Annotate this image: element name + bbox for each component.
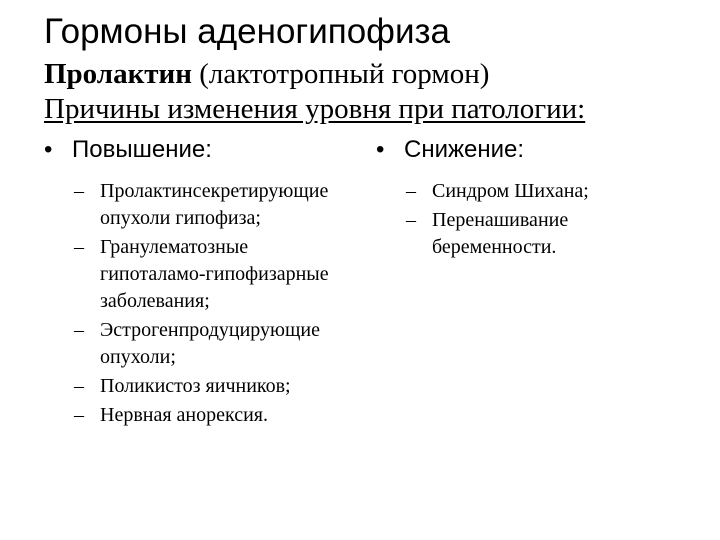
hormone-alias: (лактотропный гормон) — [199, 58, 490, 90]
slide-title: Гормоны аденогипофиза — [44, 12, 451, 51]
bullet-icon: • — [376, 136, 385, 163]
hormone-heading — [44, 54, 489, 94]
list-item-text: Поликистоз яичников; — [100, 375, 291, 397]
decrease-heading-row — [376, 130, 696, 170]
dash-icon: – — [74, 404, 84, 426]
list-item — [44, 373, 344, 400]
increase-column — [44, 130, 364, 431]
increase-heading-row — [44, 130, 364, 170]
dash-icon: – — [406, 209, 416, 231]
dash-icon: – — [74, 180, 84, 202]
dash-icon: – — [74, 319, 84, 341]
decrease-column — [376, 130, 696, 263]
increase-heading: Повышение: — [72, 136, 212, 163]
causes-heading: Причины изменения уровня при патологии: — [44, 93, 586, 125]
list-item-text: Нервная анорексия. — [100, 404, 268, 426]
list-item-text: Пролактинсекретирующие опухоли гипофиза; — [100, 180, 329, 229]
list-item — [44, 317, 344, 371]
list-item-text: Перенашивание беременности. — [432, 209, 569, 258]
list-item — [44, 178, 344, 232]
list-item — [376, 178, 642, 205]
hormone-name: Пролактин — [44, 58, 192, 90]
bullet-icon: • — [44, 136, 53, 163]
dash-icon: – — [74, 375, 84, 397]
list-item-text: Гранулематозные гипоталамо-гипофизарные заболевания; — [100, 236, 329, 312]
list-item-text: Эстрогенпродуцирующие опухоли; — [100, 319, 320, 368]
decrease-heading: Снижение: — [404, 136, 525, 163]
list-item-text: Синдром Шихана; — [432, 180, 589, 202]
increase-list — [44, 178, 364, 429]
list-item — [44, 234, 344, 315]
decrease-list — [376, 178, 696, 261]
list-item — [44, 402, 344, 429]
list-item — [376, 207, 642, 261]
dash-icon: – — [406, 180, 416, 202]
dash-icon: – — [74, 236, 84, 258]
